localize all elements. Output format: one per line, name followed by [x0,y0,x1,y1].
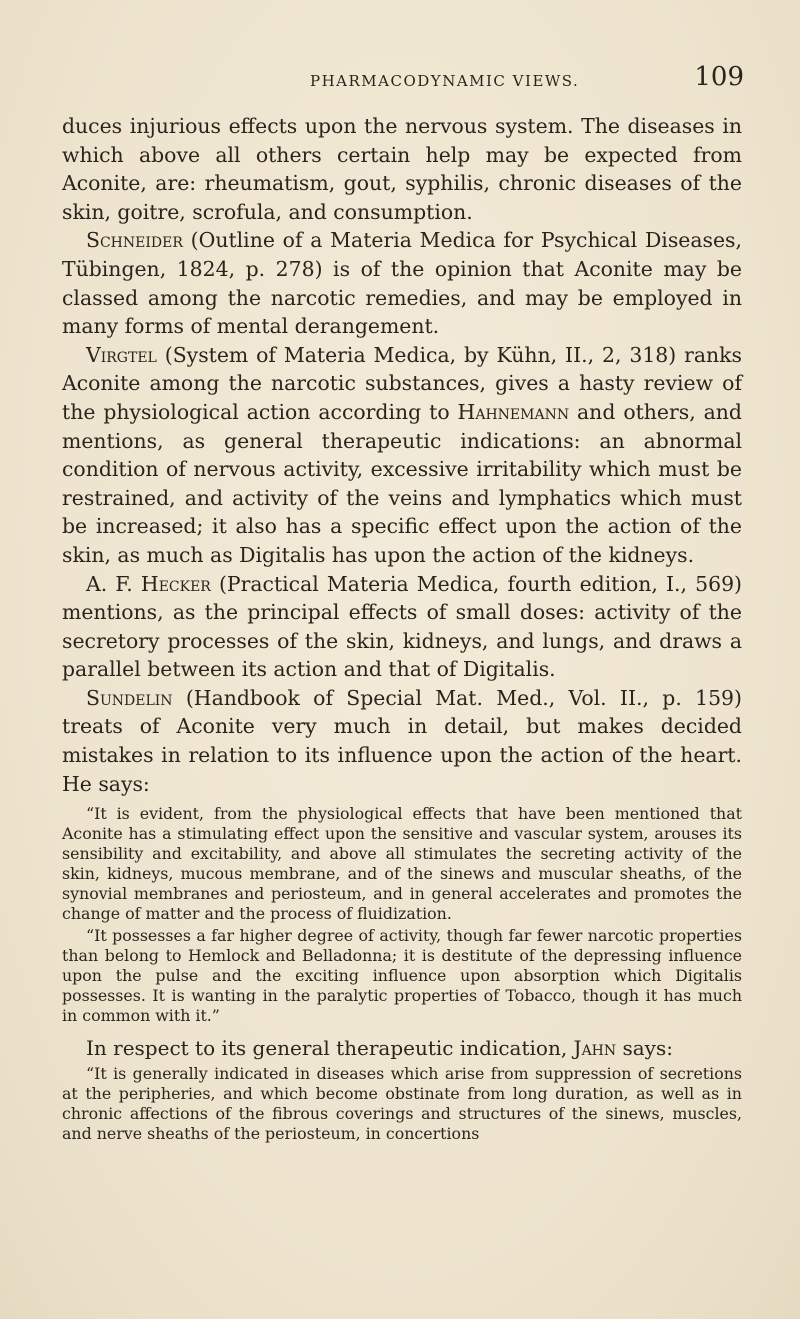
paragraph-virgtel [62,341,742,570]
block-quote-2: “It possesses a far higher degree of activity, though far fewer narcotic properties than belong to Hemlock and Belladonna; it is destitute of the depressing influence upon the pulse and the exciting influence upon absorption which Digitalis possesses. It is wanting in the paralytic properties of Tobacco, though it has much in common with it.” [62,926,742,1026]
author-name: Virgtel [86,342,157,367]
running-title: PHARMACODYNAMIC VIEWS. [310,72,580,90]
paragraph-text: (Practical Materia Medica, fourth edition, I., 569) mentions, as the principal effects of small doses: activity of the secretory processes of the skin, kidneys, and lungs, and draws a parallel between its action and that of Digitalis. [62,571,742,682]
paragraph-text: and others, and mentions, as general therapeutic indications: an abnormal condition of nervous activity, excessive irritability which must be restrained, and activity of the veins and lymphatics which must be increased; it also has a specific effect upon the action of the skin, as much as Digitalis has upon the action of the kidneys. [62,399,742,567]
paragraph-sundelin [62,684,742,798]
paragraph-text: In respect to its general therapeutic indication, [86,1036,574,1061]
block-quote-1: “It is evident, from the physiological effects that have been mentioned that Aconite has a stimulating effect upon the sensitive and vascular system, arouses its sensibility and excitability, and above all stimulates the secreting activity of the skin, kidneys, mucous membrane, and of the sinews and muscular sheaths, of the synovial membranes and periosteum, and in general accelerates and promotes the change of matter and the process of fluidization. [62,804,742,924]
paragraph-text: duces injurious effects upon the nervous system. The diseases in which above all others certain help may be expected from Aconite, are: rheumatism, gout, syphilis, chronic diseases of the skin, goitre, scrofula, and consumption. [62,114,742,224]
page-header [62,62,744,102]
page-body [62,112,742,1144]
author-name: Jahn [573,1036,617,1061]
paragraph-continuation [62,112,742,226]
paragraph-text: (Outline of a Materia Medica for Psychical Diseases, Tübingen, 1824, p. 278) is of the opinion that Aconite may be classed among the narcotic remedies, and may be employed in many forms of mental derangement. [62,228,742,339]
paragraph-schneider [62,226,742,340]
block-quote-3: “It is generally indicated in diseases which arise from suppression of secretions at the peripheries, and which become obstinate from long duration, as well as in chronic affections of the fibrous coverings and structures of the sinews, muscles, and nerve sheaths of the periosteum, in concertions [62,1064,742,1144]
page-number: 109 [694,62,744,92]
author-name: Hahnemann [457,399,570,424]
paragraph-text: (System of Materia Medica, by Kühn, II., 2, 318) ranks Aconite among the narcotic substances, gives a hasty review of the physiological action according to [62,342,742,424]
author-name: Schneider [86,228,183,253]
paragraph-jahn [62,1034,742,1062]
paragraph-text: says: [616,1036,673,1061]
paragraph-text: (Handbook of Special Mat. Med., Vol. II., p. 159) treats of Aconite very much in detail, but makes decided mistakes in relation to its influence upon the action of the heart. He says: [62,685,742,796]
author-name: Sundelin [86,685,173,710]
paragraph-hecker [62,570,742,684]
author-name: A. F. Hecker [86,571,211,596]
